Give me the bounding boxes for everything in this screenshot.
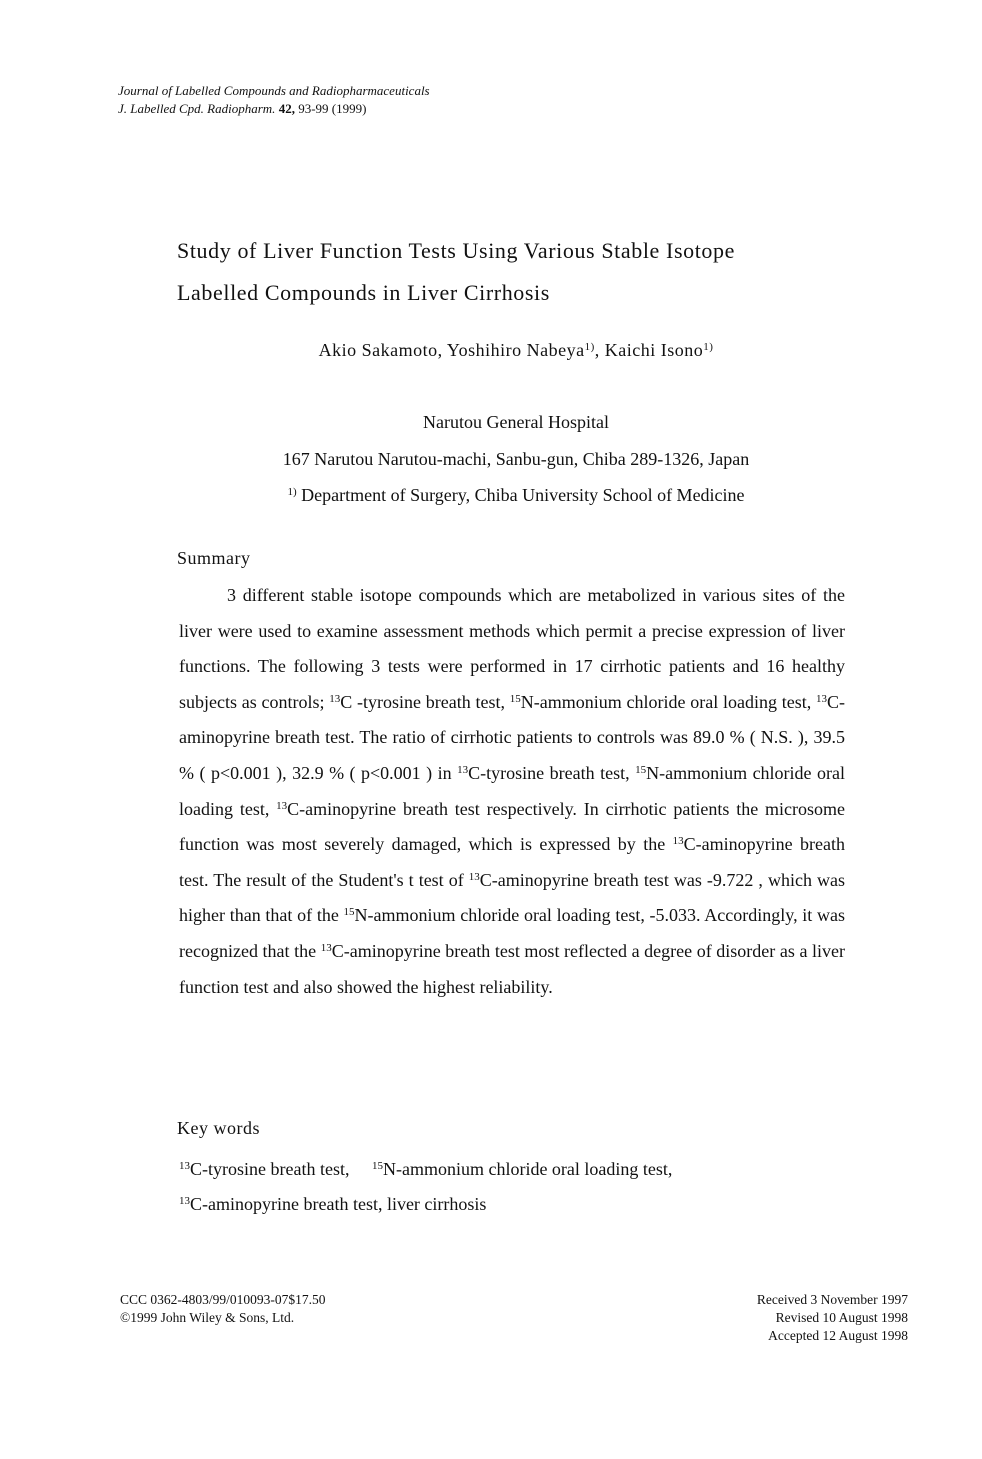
isotope-sup: 13: [276, 799, 288, 812]
isotope-sup: 15: [635, 763, 647, 776]
isotope-sup: 13: [329, 692, 341, 705]
isotope-sup: 13: [457, 763, 469, 776]
keywords-heading: Key words: [177, 1118, 260, 1138]
isotope-sup: 13: [816, 692, 828, 705]
ccc-code: CCC 0362-4803/99/010093-07$17.50: [120, 1292, 326, 1307]
journal-header: [118, 82, 430, 118]
author-1: Akio Sakamoto,: [318, 340, 443, 360]
title-line-2: Labelled Compounds in Liver Cirrhosis: [177, 280, 550, 305]
accepted-date: Accepted 12 August 1998: [768, 1328, 908, 1343]
footer-right: [757, 1291, 908, 1345]
journal-citation: [118, 100, 430, 118]
keywords-line-1: [179, 1152, 845, 1187]
author-2-sep: ,: [594, 340, 600, 360]
journal-pages-year: 93-99 (1999): [298, 101, 367, 116]
summary-segment: C-aminopyrine breath test most reflected a degree of disorder as a liver function test and also showed the highest reliability.: [179, 940, 846, 997]
isotope-sup: 13: [320, 941, 332, 954]
author-3: Kaichi Isono: [604, 340, 704, 360]
isotope-sup: 13: [179, 1160, 190, 1172]
keyword-text: N-ammonium chloride oral loading test,: [382, 1159, 673, 1179]
isotope-sup: 13: [468, 870, 480, 883]
isotope-sup: 13: [672, 835, 684, 848]
isotope-sup: 13: [179, 1195, 190, 1207]
affiliation-department: [0, 485, 982, 506]
author-2: Yoshihiro Nabeya: [446, 340, 585, 360]
author-list: [0, 340, 982, 361]
keywords-list: [179, 1152, 845, 1222]
isotope-sup: 15: [371, 1160, 383, 1172]
journal-volume: 42,: [278, 101, 295, 116]
keyword-text: C-aminopyrine breath test, liver cirrhosis: [190, 1194, 487, 1214]
summary-text: [179, 578, 845, 1005]
summary-segment: C-tyrosine breath test,: [468, 762, 630, 783]
journal-abbrev: J. Labelled Cpd. Radiopharm.: [118, 101, 276, 116]
department-mark: 1): [287, 486, 297, 498]
isotope-sup: 15: [509, 692, 521, 705]
department-name: Department of Surgery, Chiba University School of Medicine: [301, 485, 745, 505]
isotope-sup: 15: [343, 906, 355, 919]
summary-segment: N-ammonium chloride oral loading test,: [520, 691, 812, 712]
keyword-text: C-tyrosine breath test,: [190, 1159, 350, 1179]
keyword-2: [372, 1159, 672, 1179]
affiliation-address: 167 Narutou Narutou-machi, Sanbu-gun, Chiba 289-1326, Japan: [282, 449, 750, 469]
summary-segment: N-ammonium chloride oral loading test, -5.033. Accordingly, it was recognized that the: [179, 905, 846, 961]
copyright: ©1999 John Wiley & Sons, Ltd.: [120, 1310, 295, 1325]
keywords-line-2: [179, 1187, 845, 1222]
summary-segment: C -tyrosine breath test,: [340, 691, 506, 712]
summary-segment: C-aminopyrine breath test was -9.722 , which was higher than that of the: [179, 869, 846, 926]
keyword-3: [179, 1194, 486, 1214]
paper-title: [177, 230, 877, 314]
title-line-1: Study of Liver Function Tests Using Various Stable Isotope: [177, 238, 735, 263]
received-date: Received 3 November 1997: [756, 1292, 908, 1307]
summary-segment: C-aminopyrine breath test respectively. In cirrhotic patients the microsome function was most severely damaged, which is expressed by the: [179, 798, 846, 855]
summary-segment: C-aminopyrine breath test. The ratio of cirrhotic patients to controls was 89.0 % ( N.S. ), 39.5 % ( p<0.001 ), 32.9 % ( p<0.001 ) in: [179, 691, 846, 783]
journal-name: Journal of Labelled Compounds and Radiopharmaceuticals: [118, 83, 430, 98]
summary-heading: Summary: [177, 548, 251, 568]
keyword-1: [179, 1159, 349, 1179]
author-2-mark: 1): [584, 341, 595, 353]
author-3-mark: 1): [703, 341, 714, 353]
revised-date: Revised 10 August 1998: [775, 1310, 908, 1325]
summary-segment: N-ammonium chloride oral loading test,: [179, 762, 846, 819]
summary-segment: C-aminopyrine breath test. The result of the Student's t test of: [179, 834, 846, 890]
footer-left: [120, 1291, 326, 1327]
affiliation-hospital: Narutou General Hospital: [423, 412, 609, 432]
summary-segment: 3 different stable isotope compounds which are metabolized in various sites of the liver were used to examine assessment methods which permit a precise expression of liver functions. The following 3 tests were performed in 17 cirrhotic patients and 16 healthy subjects as controls;: [179, 585, 845, 712]
